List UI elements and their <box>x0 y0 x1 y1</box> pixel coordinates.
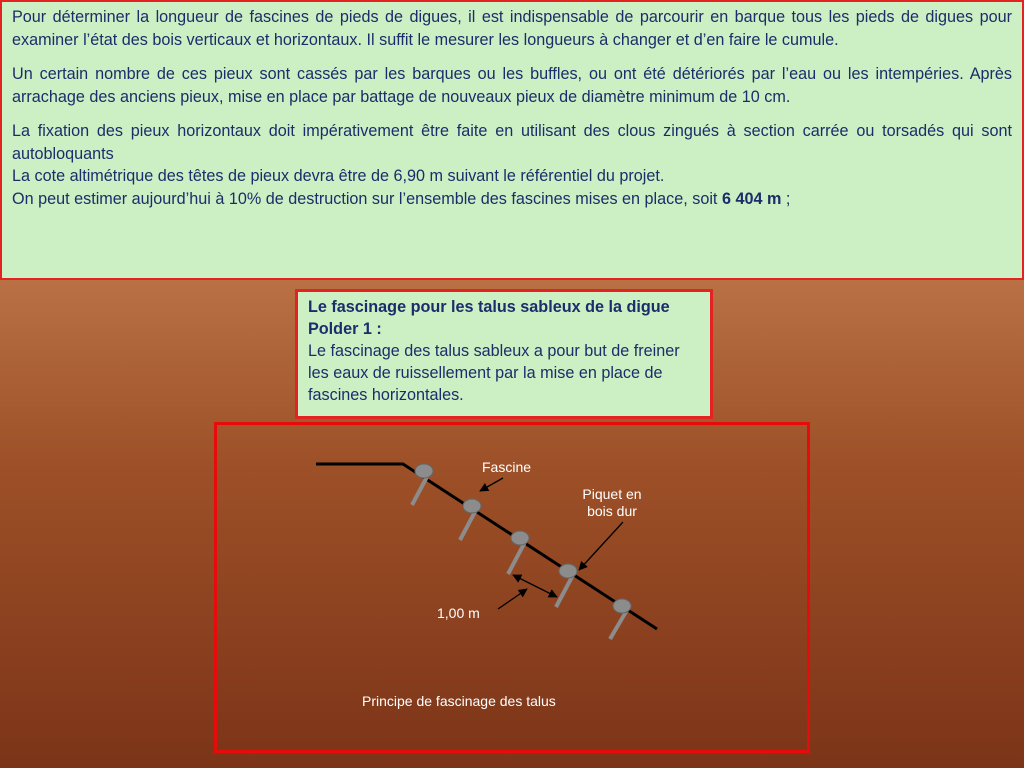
diagram-caption: Principe de fascinage des talus <box>362 693 556 709</box>
piquet-label <box>569 486 655 520</box>
fascine-stake-5 <box>610 599 631 639</box>
fascine-stake-3 <box>508 531 529 574</box>
fascine-stake-4 <box>556 564 577 607</box>
intro-line-5 <box>12 188 1012 211</box>
fascine-label: Fascine <box>482 459 532 475</box>
fascine-stake-2 <box>460 499 481 540</box>
intro-line-5-end: ; <box>781 189 791 208</box>
piquet-label-line-2: bois dur <box>587 503 637 519</box>
piquet-arrow <box>579 522 623 570</box>
intro-line-4: La cote altimétrique des têtes de pieux devra être de 6,90 m suivant le référentiel du projet. <box>12 167 665 185</box>
intro-line-5-start: On peut estimer aujourd’hui à 10% de destruction sur l’ensemble des fascines mises en place, soit <box>12 189 722 208</box>
fascine-stake-1 <box>412 464 433 505</box>
spacing-leader-line <box>498 589 527 609</box>
talus-text: Le fascinage des talus sableux a pour but de freiner les eaux de ruissellement par la mise en place de fascines horizontales. <box>308 342 680 404</box>
talus-box <box>295 289 713 419</box>
talus-heading: Le fascinage pour les talus sableux de la digue Polder 1 : <box>308 298 670 338</box>
intro-paragraph-3: La fixation des pieux horizontaux doit impérativement être faite en utilisant des clous zingués à section carrée ou torsadés qui sont autobloquants <box>12 122 1012 163</box>
destruction-length-value: 6 404 m <box>721 189 782 208</box>
diagram-box <box>214 422 810 753</box>
intro-paragraph-2: Un certain nombre de ces pieux sont cassés par les barques ou les buffles, ou ont été détériorés par l’eau ou les intempéries. Après arrachage des anciens pieux, mise en place par battage de nouveaux pieux de diamètre minimum de 10 cm. <box>12 65 1012 106</box>
intro-text-box <box>0 0 1024 280</box>
intro-paragraph-1: Pour déterminer la longueur de fascines de pieds de digues, il est indispensable de parcourir en barque tous les pieds de digues pour examiner l’état des bois verticaux et horizontaux. Il suffit le mesurer les longueurs à changer et d’en faire le cumule. <box>12 8 1012 49</box>
fascine-arrow <box>480 478 503 491</box>
piquet-label-line-1: Piquet en <box>582 486 642 502</box>
spacing-label: 1,00 m <box>437 605 480 621</box>
